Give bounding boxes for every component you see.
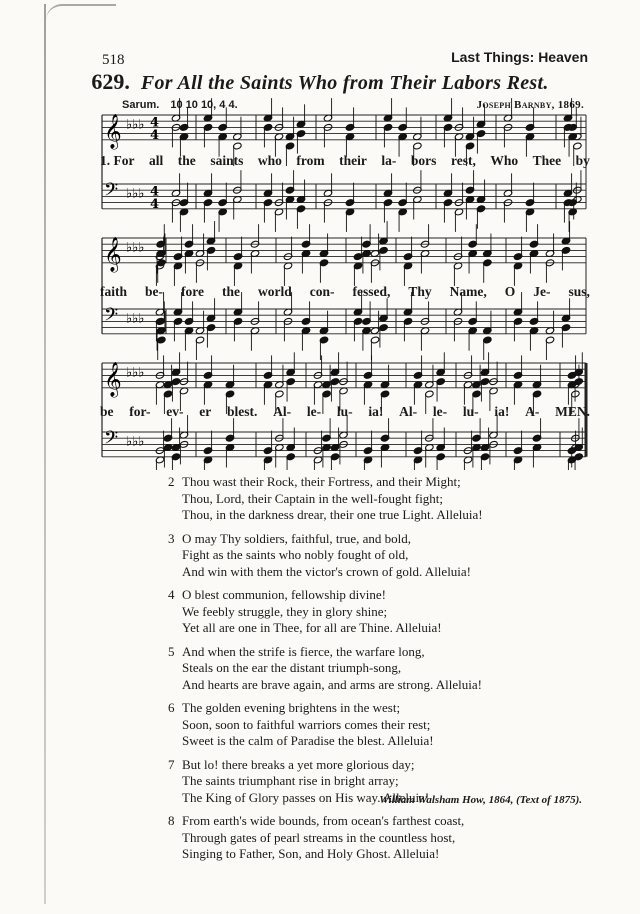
key-signature: ♭♭♭	[126, 311, 145, 327]
lyric-syllable: le-	[306, 404, 322, 419]
verse-line	[168, 564, 608, 581]
key-signature: ♭♭♭	[126, 240, 145, 256]
section-title: Last Things: Heaven	[451, 49, 588, 65]
verse-text: Thou wast their Rock, their Fortress, and their Might;	[182, 474, 461, 489]
lyric-syllable: la-	[381, 153, 397, 168]
lyric-syllable: saints	[210, 153, 244, 168]
verse-line	[168, 813, 608, 830]
verse-line	[168, 491, 608, 508]
lyric-syllable: bors	[410, 153, 437, 168]
key-signature: ♭♭♭	[126, 117, 145, 133]
verse-number: 5	[168, 643, 175, 659]
verse-line	[168, 547, 608, 564]
verse-number: 7	[168, 756, 175, 772]
verse-text: Singing to Father, Son, and Holy Ghost. Alleluia!	[182, 846, 440, 861]
verse	[168, 700, 608, 750]
verse-text: O blest communion, fellowship divine!	[182, 587, 387, 602]
lyric-syllable: A-	[525, 404, 540, 419]
verse-line	[168, 660, 608, 677]
lyric-syllable: lu-	[462, 404, 479, 419]
lyric-syllable: Thee	[532, 153, 562, 168]
verse	[168, 531, 608, 581]
lyric-syllable: 1. For	[100, 153, 135, 168]
verse-line	[168, 717, 608, 734]
lyric-syllable: by	[575, 153, 590, 168]
verse-line	[168, 677, 608, 694]
verse-line	[168, 531, 608, 548]
verse	[168, 474, 608, 524]
verse-number: 3	[168, 530, 175, 546]
lyric-syllable: ev-	[166, 404, 184, 419]
verse-line	[168, 757, 608, 774]
verse-text: Steals on the ear the distant triumph-song,	[182, 660, 402, 675]
bass-clef: 𝄢	[104, 304, 119, 330]
verse-number: 2	[168, 474, 175, 489]
lyric-syllable: Je-	[533, 284, 551, 299]
lyric-syllable: blest.	[226, 404, 258, 419]
verse-line	[168, 604, 608, 621]
verse-text: We feebly struggle, they in glory shine;	[182, 603, 388, 619]
verse-line	[168, 620, 608, 637]
verse-line	[168, 587, 608, 604]
verse-text: Fight as the saints who nobly fought of old,	[182, 547, 409, 562]
verse-line	[168, 773, 608, 790]
lyric-syllable: ia!	[368, 404, 384, 419]
verse-text: Thou, in the darkness drear, their one true Light. Alleluia!	[182, 507, 483, 522]
verse	[168, 813, 608, 863]
lyric-syllable: con-	[309, 284, 335, 299]
verse-text: Sweet is the calm of Paradise the blest. Alleluia!	[182, 733, 434, 748]
verse-line	[168, 733, 608, 750]
lyric-syllable: Name,	[449, 284, 487, 299]
verse-number: 4	[168, 587, 175, 602]
verse-text: From earth's wide bounds, from ocean's farthest coast,	[182, 813, 465, 828]
lyric-syllable: faith	[100, 284, 127, 299]
meter: 10 10 10, 4 4.	[170, 99, 238, 111]
lyric-line-1	[100, 153, 590, 169]
treble-clef: 𝄞	[104, 362, 122, 398]
bass-clef: 𝄢	[104, 427, 119, 453]
verses	[168, 474, 608, 870]
lyric-syllable: Thy	[408, 284, 432, 299]
treble-clef: 𝄞	[104, 237, 122, 273]
verse-text: Thou, Lord, their Captain in the well-fought fight;	[182, 490, 444, 506]
verse-line	[168, 846, 608, 863]
lyric-syllable: ia!	[494, 404, 510, 419]
time-sig-top: 4	[150, 184, 160, 200]
key-signature: ♭♭♭	[126, 434, 145, 450]
verse-text: And when the strife is fierce, the warfare long,	[182, 643, 425, 659]
verse-line	[168, 507, 608, 524]
verse-text: And win with them the victor's crown of gold. Alleluia!	[182, 563, 472, 579]
lyric-syllable: rest,	[450, 153, 476, 168]
verse-text: Through gates of pearl streams in the countless host,	[182, 829, 456, 845]
lyric-syllable: world	[258, 284, 292, 299]
verse-text: The saints triumphant rise in bright array;	[182, 773, 399, 788]
lyric-syllable: Al-	[273, 404, 292, 419]
key-signature: ♭♭♭	[126, 186, 145, 202]
lyric-syllable: Al-	[399, 404, 418, 419]
hymn-number: 629.	[91, 69, 130, 94]
verse-line	[168, 474, 608, 491]
text-attribution: William Walsham How, 1864, (Text of 1875).	[379, 794, 582, 806]
verse-number: 6	[168, 700, 175, 715]
time-sig-bottom: 4	[150, 127, 160, 143]
lyric-syllable: the	[222, 284, 240, 299]
lyric-syllable: er	[199, 404, 212, 419]
composer: Joseph Barnby, 1869.	[476, 99, 584, 111]
page-number: 518	[102, 52, 125, 68]
lyric-syllable: from	[296, 153, 325, 168]
lyric-line-2	[100, 284, 590, 300]
lyric-line-3	[100, 404, 590, 420]
lyric-syllable: for-	[129, 404, 151, 419]
verse-text: O may Thy soldiers, faithful, true, and bold,	[182, 530, 412, 546]
lyric-syllable: be-	[145, 284, 163, 299]
verse-text: Soon, soon to faithful warriors comes their rest;	[182, 716, 431, 732]
lyric-syllable: lu-	[336, 404, 353, 419]
verse-number: 8	[168, 813, 175, 828]
hymn-title: For All the Saints Who from Their Labors Rest.	[140, 72, 549, 94]
time-sig-top: 4	[150, 115, 160, 131]
verse-line	[168, 830, 608, 847]
lyric-syllable: Who	[490, 153, 519, 168]
lyric-syllable: O	[504, 284, 516, 299]
lyric-syllable: sus,	[568, 284, 590, 299]
lyric-syllable: fessed,	[352, 284, 391, 299]
verse	[168, 587, 608, 637]
lyric-syllable: le-	[432, 404, 448, 419]
verse-line	[168, 700, 608, 717]
verse-line	[168, 644, 608, 661]
verse-text: The King of Glory passes on His way. Alleluia!	[182, 789, 430, 805]
tune-name: Sarum.	[122, 99, 160, 111]
key-signature: ♭♭♭	[126, 365, 145, 381]
verse	[168, 644, 608, 694]
treble-clef: 𝄞	[104, 114, 122, 150]
lyric-syllable: be	[100, 404, 114, 419]
verse-text: Yet all are one in Thee, for all are Thine. Alleluia!	[182, 620, 442, 635]
lyric-syllable: all	[149, 153, 164, 168]
time-sig-bottom: 4	[150, 196, 160, 212]
verse-text: And hearts are brave again, and arms are strong. Alleluia!	[182, 676, 482, 692]
verse-text: The golden evening brightens in the west;	[182, 700, 401, 715]
lyric-syllable: their	[339, 153, 367, 168]
lyric-syllable: fore	[181, 284, 204, 299]
verse-text: But lo! there breaks a yet more glorious day;	[182, 756, 415, 772]
bass-clef: 𝄢	[104, 179, 119, 205]
lyric-syllable: the	[177, 153, 196, 168]
lyric-syllable: MEN.	[555, 404, 590, 419]
lyric-syllable: who	[257, 153, 282, 168]
